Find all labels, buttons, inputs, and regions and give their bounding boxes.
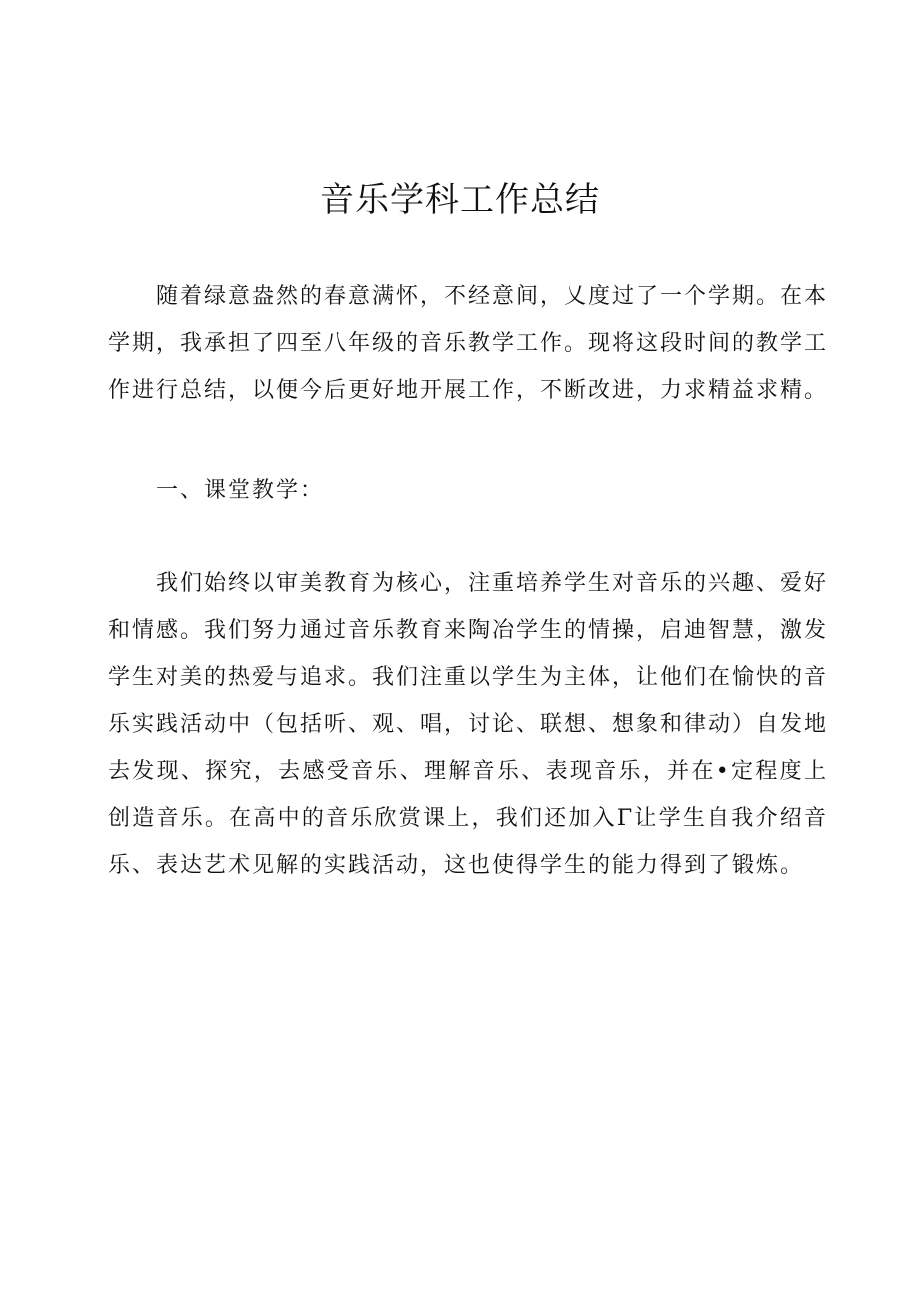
section-paragraph: 我们始终以审美教育为核心，注重培养学生对音乐的兴趣、爱好和情感。我们努力通过音乐教育来陶冶学生的情操，启迪智慧，激发学生对美的热爱与追求。我们注重以学生为主体，让他们在愉快的音乐实践活动中（包括听、观、唱，讨论、联想、想象和律动）自发地去发现、探究，去感受音乐、理解音乐、表现音乐，并在•定程度上创造音乐。在高中的音乐欣赏课上，我们还加入Γ让学生自我介绍音乐、表达艺术见解的实践活动，这也使得学生的能力得到了锻炼。 — [108, 571, 829, 878]
section-heading: 一、课堂教学： — [156, 478, 325, 503]
intro-paragraph: 随着绿意盎然的春意满怀，不经意间，乂度过了一个学期。在本学期，我承担了四至八年级的音乐教学工作。现将这段时间的教学工作进行总结，以便今后更好地开展工作，不断改进，力求精益求精。 — [108, 284, 829, 403]
document-title: 音乐学科工作总结 — [320, 180, 600, 220]
